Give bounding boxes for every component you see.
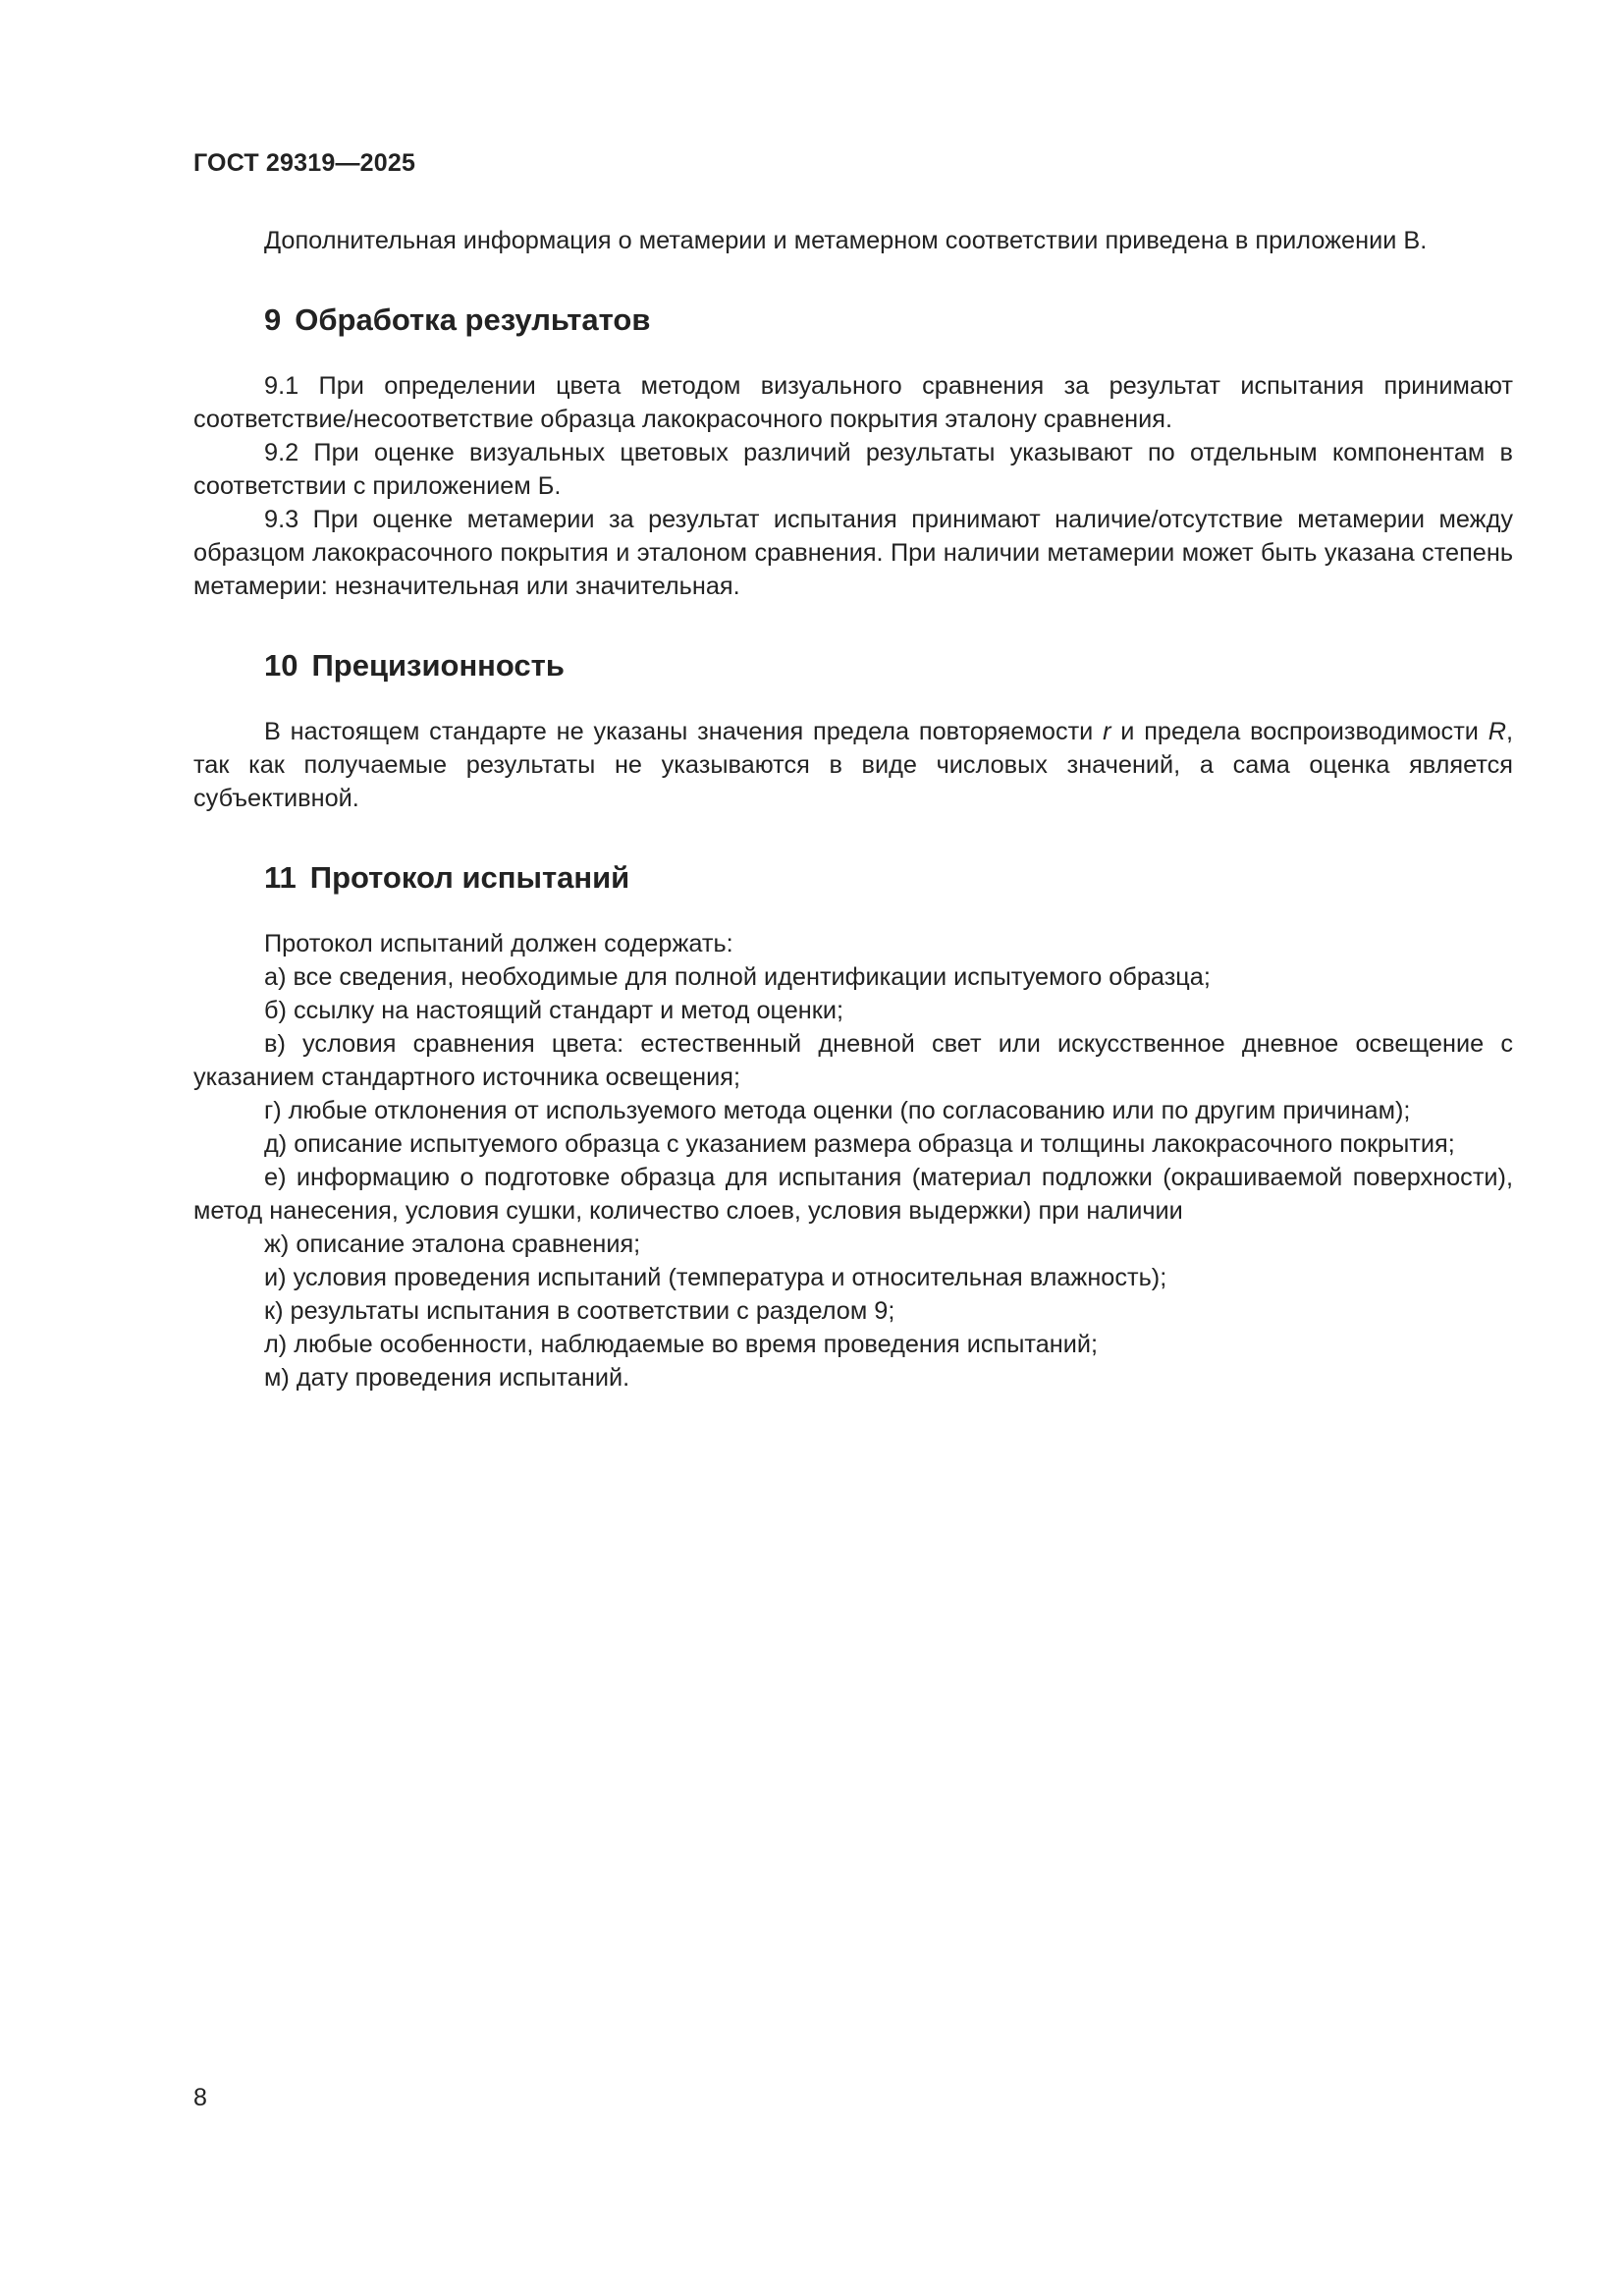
section-9-paragraph-3: 9.3 При оценке метамерии за результат испытания принимают наличие/отсутствие метамерии между образцом лакокрасочного покрытия и эталоном сравнения. При наличии метамерии может быть указана степень метамерии: незначительная или значительная. xyxy=(193,506,1513,600)
list-item: д) описание испытуемого образца с указанием размера образца и толщины лакокрасочного покрытия; xyxy=(264,1130,1455,1158)
section-10-text-a: В настоящем стандарте не указаны значения предела повторяемости xyxy=(264,718,1104,745)
list-item: г) любые отклонения от используемого метода оценки (по согласованию или по другим причинам); xyxy=(264,1097,1411,1124)
section-11-heading xyxy=(264,858,1513,898)
page-number: 8 xyxy=(193,2084,207,2111)
section-9-heading xyxy=(264,301,1513,340)
list-item: е) информацию о подготовке образца для испытания (материал подложки (окрашиваемой поверхности), метод нанесения, условия сушки, количество слоев, условия выдержки) при наличии xyxy=(193,1164,1513,1225)
document-body xyxy=(193,224,1513,1394)
list-item: л) любые особенности, наблюдаемые во время проведения испытаний; xyxy=(264,1331,1099,1358)
section-10-heading xyxy=(264,646,1513,685)
repeatability-variable: r xyxy=(1103,718,1111,745)
section-10-text-c: , так как получаемые результаты не указываются в виде числовых значений, а сама оценка является субъективной. xyxy=(193,718,1514,812)
section-10-paragraph xyxy=(193,715,1513,815)
section-11-title: Протокол испытаний xyxy=(309,860,630,895)
section-9-paragraph-1: 9.1 При определении цвета методом визуального сравнения за результат испытания принимают соответствие/несоответствие образца лакокрасочного покрытия эталону сравнения. xyxy=(193,372,1513,433)
section-10-text-b: и предела воспроизводимости xyxy=(1110,718,1488,745)
section-9-title: Обработка результатов xyxy=(295,302,651,337)
section-10-number: 10 xyxy=(264,648,298,683)
intro-paragraph: Дополнительная информация о метамерии и метамерном соответствии приведена в приложении В. xyxy=(264,227,1428,254)
section-11-number: 11 xyxy=(264,860,297,895)
reproducibility-variable: R xyxy=(1488,718,1506,745)
list-item: ж) описание эталона сравнения; xyxy=(264,1230,641,1258)
section-9-paragraph-2: 9.2 При оценке визуальных цветовых различий результаты указывают по отдельным компонентам в соответствии с приложением Б. xyxy=(193,439,1513,500)
document-header-title: ГОСТ 29319—2025 xyxy=(193,149,416,177)
list-item: м) дату проведения испытаний. xyxy=(264,1364,630,1392)
section-10-title: Прецизионность xyxy=(311,648,565,683)
list-item: в) условия сравнения цвета: естественный дневной свет или искусственное дневное освещение с указанием стандартного источника освещения; xyxy=(193,1030,1513,1091)
section-9-number: 9 xyxy=(264,302,282,337)
section-11-lead: Протокол испытаний должен содержать: xyxy=(264,930,733,957)
list-item: и) условия проведения испытаний (температура и относительная влажность); xyxy=(264,1264,1167,1291)
list-item: а) все сведения, необходимые для полной идентификации испытуемого образца; xyxy=(264,963,1211,991)
list-item: к) результаты испытания в соответствии с разделом 9; xyxy=(264,1297,895,1325)
list-item: б) ссылку на настоящий стандарт и метод оценки; xyxy=(264,997,844,1024)
